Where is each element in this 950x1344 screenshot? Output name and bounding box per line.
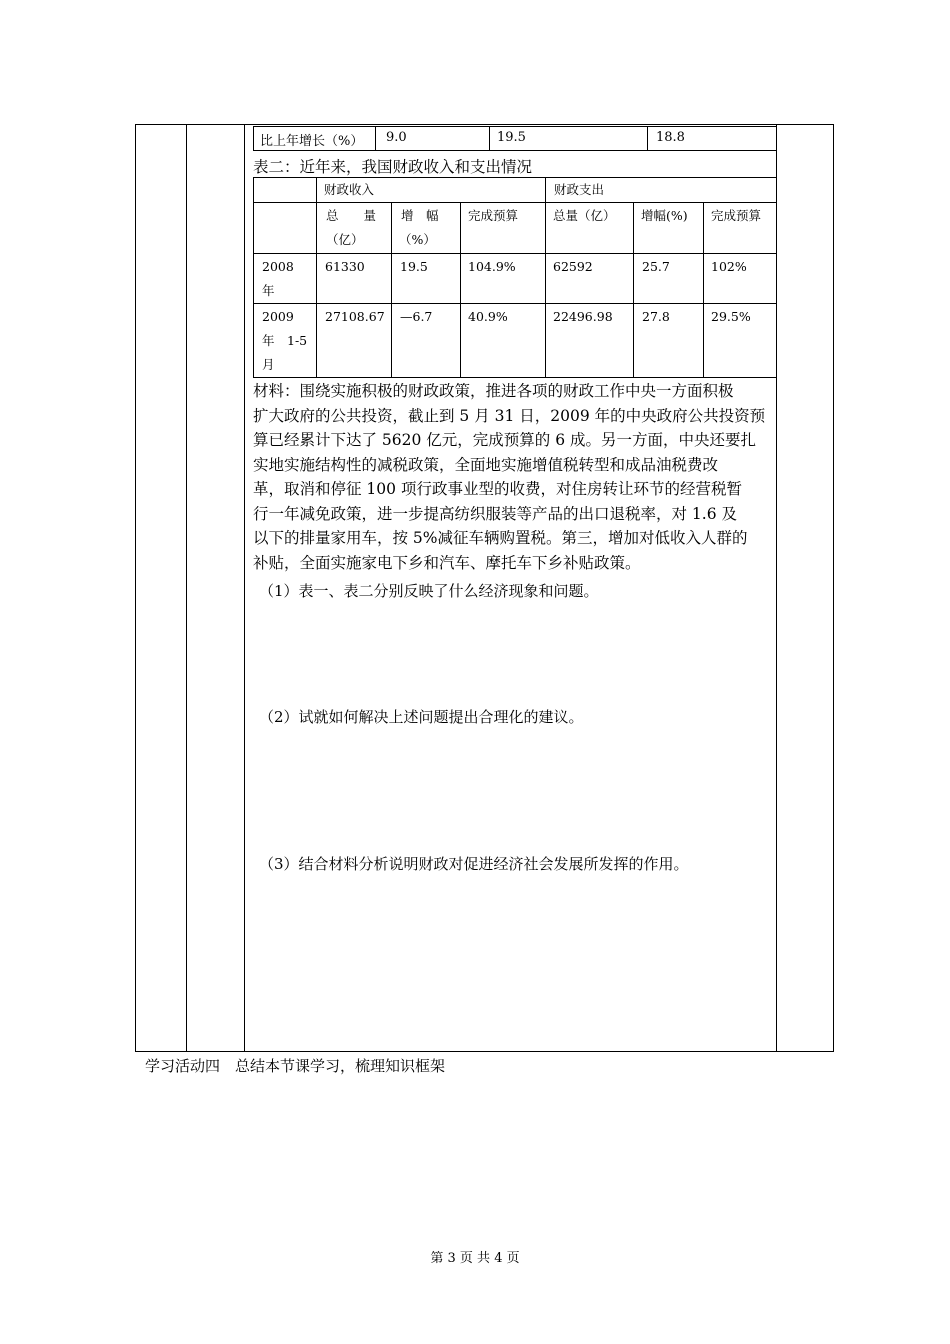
- row-year: 年: [262, 283, 275, 298]
- table1-div-1: [375, 126, 376, 151]
- table1-label: 比上年增长（%）: [260, 134, 364, 149]
- table-cell: 22496.98: [553, 309, 613, 324]
- table2-line: [391, 202, 392, 378]
- table1-value: 9.0: [386, 130, 407, 145]
- table2-line: [460, 202, 461, 378]
- table2-line: [253, 253, 776, 254]
- income-growth-unit: （%）: [399, 232, 436, 247]
- row-year: 年 1-5: [262, 333, 308, 348]
- material-line: 行一年减免政策，进一步提高纺织服装等产品的出口退税率，对 1.6 及: [253, 505, 738, 523]
- table2-line: [545, 177, 546, 378]
- expense-budget-header: 完成预算: [711, 208, 762, 223]
- material-line: 材料：围绕实施积极的财政政策，推进各项的财政工作中央一方面积极: [253, 382, 734, 400]
- material-line: 实地实施结构性的减税政策，全面地实施增值税转型和成品油税费改: [253, 456, 719, 474]
- outer-bottom-border: [135, 1051, 834, 1052]
- table2-line: [253, 202, 776, 203]
- material-line: 以下的排量家用车，按 5%减征车辆购置税。第三，增加对低收入人群的: [253, 529, 748, 547]
- income-total-unit: （亿）: [326, 232, 364, 247]
- table1-div-2: [489, 126, 490, 151]
- table1-row-bottom: [253, 150, 776, 151]
- table-cell: 104.9%: [468, 259, 516, 274]
- expense-total-header: 总量（亿）: [553, 208, 616, 223]
- question-2: （2）试就如何解决上述问题提出合理化的建议。: [259, 708, 584, 726]
- table2-caption: 表二：近年来，我国财政收入和支出情况: [253, 158, 533, 176]
- outer-right-border: [833, 124, 834, 1052]
- activity-4-heading: 学习活动四 总结本节课学习，梳理知识框架: [145, 1057, 446, 1075]
- question-3: （3）结合材料分析说明财政对促进经济社会发展所发挥的作用。: [259, 855, 689, 873]
- table-cell: 102%: [711, 259, 747, 274]
- outer-left-border: [135, 124, 136, 1052]
- table-cell: 62592: [553, 259, 593, 274]
- table1-div-3: [647, 126, 648, 151]
- expense-growth-header: 增幅(%): [641, 208, 688, 223]
- table1-value: 19.5: [497, 130, 526, 145]
- material-line: 革，取消和停征 100 项行政事业型的收费，对住房转让环节的经营税暂: [253, 480, 742, 498]
- table1-left: [253, 126, 254, 151]
- table2-line: [253, 377, 776, 378]
- income-growth-header: 增 幅: [401, 208, 439, 223]
- table2-line: [633, 202, 634, 378]
- table-cell: 19.5: [400, 259, 428, 274]
- table1-row-top: [253, 126, 776, 127]
- table-cell: 25.7: [642, 259, 670, 274]
- income-total-header: 总 量: [326, 208, 377, 223]
- table1-value: 18.8: [656, 130, 685, 145]
- income-header: 财政收入: [324, 182, 375, 197]
- column-divider-2: [244, 124, 245, 1052]
- table2-line: [253, 177, 254, 378]
- table2-line: [703, 202, 704, 378]
- material-line: 补贴，全面实施家电下乡和汽车、摩托车下乡补贴政策。: [253, 554, 641, 572]
- table-cell: —6.7: [400, 309, 433, 324]
- table-cell: 61330: [325, 259, 365, 274]
- row-year: 2009: [262, 309, 294, 324]
- outer-top-border: [135, 124, 834, 125]
- column-divider-1: [186, 124, 187, 1052]
- table-cell: 29.5%: [711, 309, 751, 324]
- page-footer: 第 3 页 共 4 页: [430, 1251, 520, 1266]
- material-line: 算已经累计下达了 5620 亿元，完成预算的 6 成。另一方面，中央还要扎: [253, 431, 757, 449]
- table-cell: 27.8: [642, 309, 670, 324]
- material-line: 扩大政府的公共投资，截止到 5 月 31 日，2009 年的中央政府公共投资预: [253, 407, 766, 425]
- table2-line: [253, 303, 776, 304]
- column-divider-3: [776, 124, 777, 1052]
- question-1: （1）表一、表二分别反映了什么经济现象和问题。: [259, 582, 599, 600]
- row-year: 月: [262, 357, 275, 372]
- table-cell: 40.9%: [468, 309, 508, 324]
- expense-header: 财政支出: [554, 182, 605, 197]
- table2-line: [316, 177, 317, 378]
- table-cell: 27108.67: [325, 309, 385, 324]
- row-year: 2008: [262, 259, 294, 274]
- income-budget-header: 完成预算: [468, 208, 519, 223]
